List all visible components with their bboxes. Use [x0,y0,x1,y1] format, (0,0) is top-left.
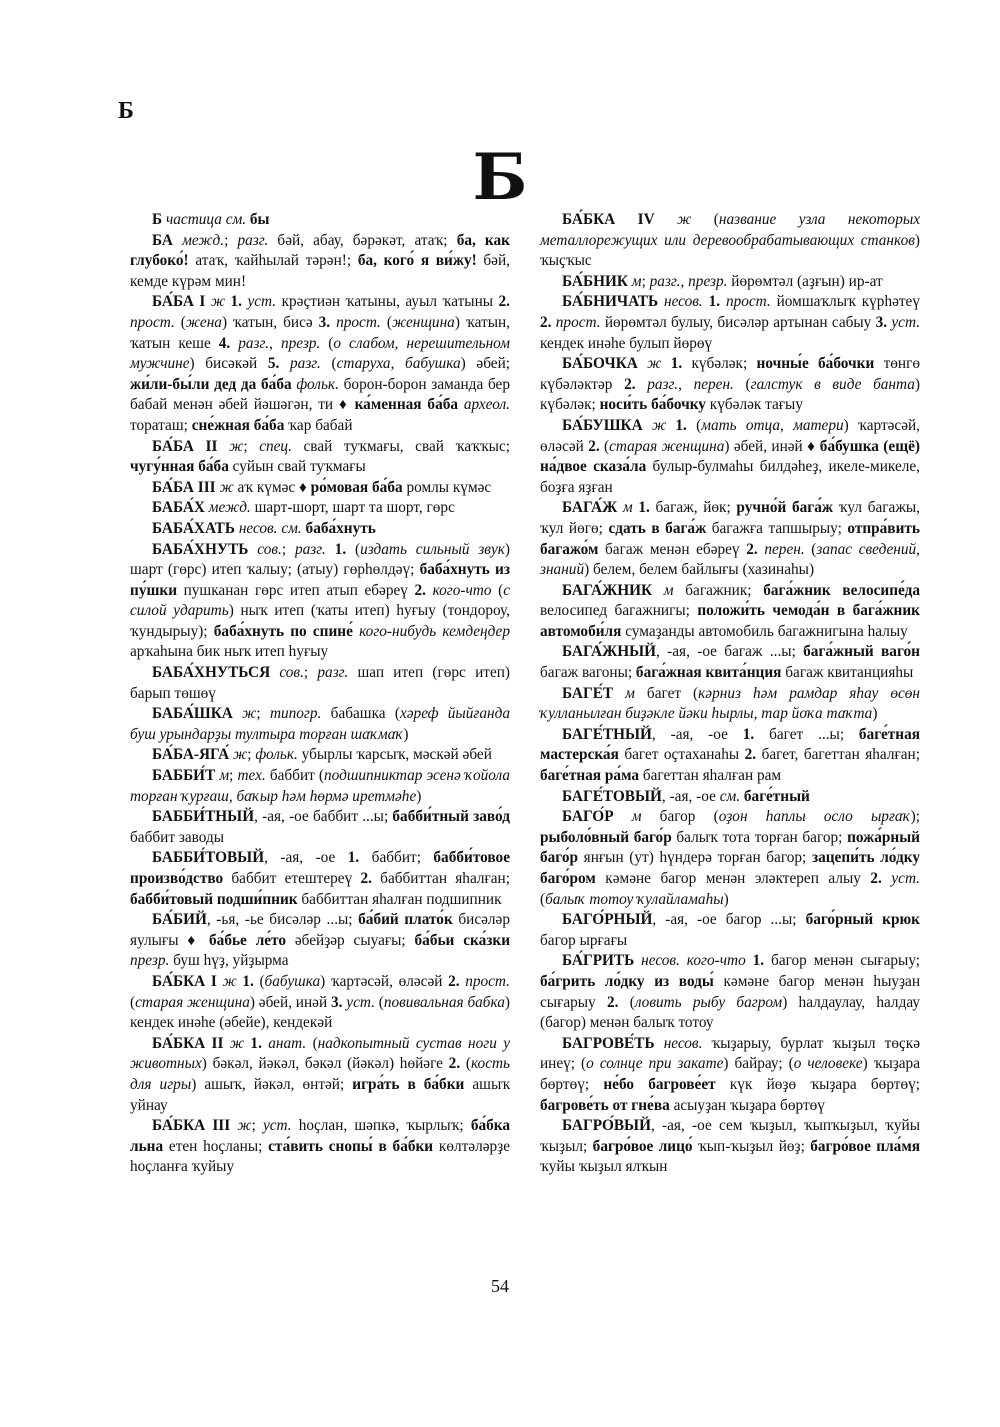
dictionary-entry: БА́БА II ж; спец. свай туҡмағы, свай ҡаҡҡыс; чугу́нная ба́ба суйын свай туҡмағы [130,437,510,476]
dictionary-entry: БАГЕ́ТОВЫЙ, -ая, -ое см. баге́тный [562,787,810,805]
dictionary-entry: БА́ГРИТЬ несов. кого-что 1. багор менән сығарыу; ба́грить ло́дку из воды́ кәмәне багор менән һыуҙан сығарыу 2. (ловить рыбу багром) һалдаулау, һалдау (багор) менән балыҡ тотоу [540,952,921,1032]
running-head: Б [118,98,134,124]
dictionary-entry: БА́БКА III ж; уст. һоҫлан, шәпкә, ҡырлыҡ; ба́бка льна етен һоҫланы; ста́вить снопы́ в ба́бки көлтәләрҙе һоҫланға ҡуйыу [130,1117,510,1176]
dictionary-entry: БА́БНИК м; разг., презр. йөрөмтәл (аҙғын) ир-ат [562,272,883,290]
dictionary-entry: БАГРО́ВЫЙ, -ая, -ое сем ҡыҙыл, ҡыпҡыҙыл, ҡуйы ҡыҙыл; багро́вое лицо́ ҡып-ҡыҙыл йөҙ; багро́вое пла́мя ҡуйы ҡыҙыл ялҡын [540,1117,921,1176]
dictionary-entry: БА́БКА II ж 1. анат. (надкопытный сустав ноги у животных) бәкәл, йәкәл, бәкәл (йәкәл) һөйәге 2. (кость для игры) ашыҡ, йәкәл, өнтәй; игра́ть в ба́бки ашыҡ уйнау [130,1034,511,1114]
dictionary-entry: БА́БОЧКА ж 1. күбәләк; ночны́е ба́бочки төнгө күбәләктәр 2. разг., перен. (галстук в виде банта) күбәләк; носи́ть ба́бочку күбәләк тағыу [540,355,921,414]
dictionary-entry: БА межд.; разг. бәй, абау, бәрәкәт, атаҡ; ба, как глубоко́! атаҡ, ҡайһылай тәрән!; ба, кого́ я ви́жу! бәй, кемде күрәм мин! [130,231,510,290]
dictionary-entry: БАГО́РНЫЙ, -ая, -ое багор ...ы; баго́рный крюк багор ырғағы [540,911,920,949]
dictionary-entry: БА́БИЙ, -ья, -ье бисәләр ...ы; ба́бий плато́к бисәләр яулығы ♦ ба́бье ле́то әбейҙәр сыуағы; ба́бьи ска́зки презр. буш һүҙ, уйҙырма [130,911,511,970]
dictionary-entry: БА́БА-ЯГА́ ж; фольк. убырлы ҡарсыҡ, мәскәй әбей [152,746,492,764]
dictionary-entry: БАББИ́ТОВЫЙ, -ая, -ое 1. баббит; бабби́товое произво́дство баббит етештереү 2. баббиттан яһалған; бабби́товый подши́пник баббиттан яһалған подшипник [130,849,510,908]
dictionary-entry: БАГА́Ж м 1. багаж, йөк; ручно́й бага́ж ҡул багажы, ҡул йөгө; сдать в бага́ж багажға тапшырыу; отпра́вить багажо́м багаж менән ебәреү 2. перен. (запас сведений, знаний) белем, белем байлығы (хазинаһы) [540,499,920,579]
dictionary-entry: БАГРОВЕ́ТЬ несов. ҡыҙарыу, бурлат ҡыҙыл төҫкә инеү; (о солнце при закате) байрау; (о человеке) ҡыҙара бөртөү; не́бо багрове́ет күк йөҙө ҡыҙара бөртөү; багрове́ть от гне́ва асыуҙан ҡыҙара бөртөү [540,1034,920,1114]
dictionary-entry: БАГЕ́Т м багет (кәрниз һәм рамдар яһау өсөн ҡулланылған биҙәкле йәки һырлы, тар йоҡа таҡта) [540,684,920,723]
dictionary-entry: БА́БКА IV ж (название узла некоторых металлорежущих или деревообрабатывающих станков) ҡыҫҡыс [540,211,920,270]
dictionary-entry: БА́БНИЧАТЬ несов. 1. прост. йомшаҡлыҡ күрһәтеү 2. прост. йөрөмтәл булыу, бисәләр артынан сабыу 3. уст. кендек инәһе булып йөрөү [540,293,921,352]
dictionary-entry: БАГЕ́ТНЫЙ, -ая, -ое 1. багет ...ы; баге́тная мастерска́я багет оҫтаханаһы 2. багет, багеттан яһалған; баге́тная ра́ма багеттан яһалған рам [540,725,921,785]
dictionary-entry: БА́БА III ж аҡ күмәс ♦ ро́мовая ба́ба ромлы күмәс [152,478,492,496]
dictionary-entry: БАГА́ЖНИК м багажник; бага́жник велосипе́да велосипед багажнигы; положи́ть чемода́н в бага́жник автомоби́ля сумаҙанды автомобиль багажнигына һалыу [540,581,921,640]
dictionary-entry: БАГО́Р м багор (оҙон һаплы осло ырғаҡ); рыболо́вный баго́р балыҡ тота торған багор; пожа́рный баго́р янғын (ут) һүндерә торған багор; зацепи́ть ло́дку баго́ром кәмәне багор менән эләктереп алыу 2. уст. (балыҡ тотоу ҡулайламаһы) [540,808,920,908]
page-number: 54 [491,1276,509,1296]
dictionary-entry: БАББИ́Т м; тех. баббит (подшипниктар эсенә ҡойола торған ҡурғаш, баҡыр һәм һөрмә иретмәһе) [130,767,511,805]
dictionary-entry: БА́БУШКА ж 1. (мать отца, матери) ҡартәсәй, өләсәй 2. (старая женщина) әбей, инәй ♦ ба́бушка (ещё) на́двое сказа́ла булыр-булмаһы билдәһеҙ, икеле-микеле, боҙға яҙған [540,416,921,496]
right-column [540,210,920,1178]
section-letter: Б [472,140,528,215]
dictionary-entry: БАБА́ХНУТЬ сов.; разг. 1. (издать сильный звук) шарт (гөрс) итеп ҡалыу; (атыу) гөрһөлдәү; баба́хнуть из пу́шки пушканан гөрс итеп атып ебәреү 2. кого-что (с силой ударить) ныҡ итеп (ҡаты итеп) һуғыу (тондороу, ҡундырыу); баба́хнуть по спине́ кого-нибудь кемдеңдер арҡаһына бик ныҡ итеп һуғыу [130,540,510,661]
left-column [130,210,510,1178]
dictionary-entry: БАГА́ЖНЫЙ, -ая, -ое багаж ...ы; бага́жный ваго́н багаж вагоны; бага́жная квита́нция багаж квитанцияһы [540,643,920,682]
dictionary-entry: БА́БА I ж 1. уст. крәҫтиән ҡатыны, ауыл ҡатыны 2. прост. (жена) ҡатын, бисә 3. прост. (женщина) ҡатын, ҡатын кеше 4. разг., презр. (о слабом, нерешительном мужчине) бисәкәй 5. разг. (старуха, бабушка) әбей; жи́ли-бы́ли дед да ба́ба фольк. борон-борон заманда бер бабай менән әбей йәшәгән, ти ♦ ка́менная ба́ба археол. тораташ; сне́жная ба́ба ҡар бабай [130,293,511,434]
dictionary-entry: БА́БКА I ж 1. (бабушка) ҡартәсәй, өләсәй 2. прост. (старая женщина) әбей, инәй 3. уст. (повивальная бабка) кендек инәһе (әбейе), кендекәй [130,972,511,1032]
dictionary-entry: БАБА́ШКА ж; типогр. бабашка (хәреф йыйғанда буш урындарҙы тултыра торған шаҡмаҡ) [130,705,511,743]
dictionary-entry: БАБА́Х межд. шарт-шорт, шарт та шорт, гөрс [152,499,455,517]
dictionary-entry: БАБА́ХАТЬ несов. см. баба́хнуть [152,519,376,537]
dictionary-entry: БАБА́ХНУТЬСЯ сов.; разг. шап итеп (гөрс итеп) барып төшөү [130,664,511,702]
dictionary-entry: БАББИ́ТНЫЙ, -ая, -ое баббит ...ы; бабби́тный заво́д баббит заводы [130,808,510,846]
dictionary-entry: Б частица см. бы [152,211,270,228]
